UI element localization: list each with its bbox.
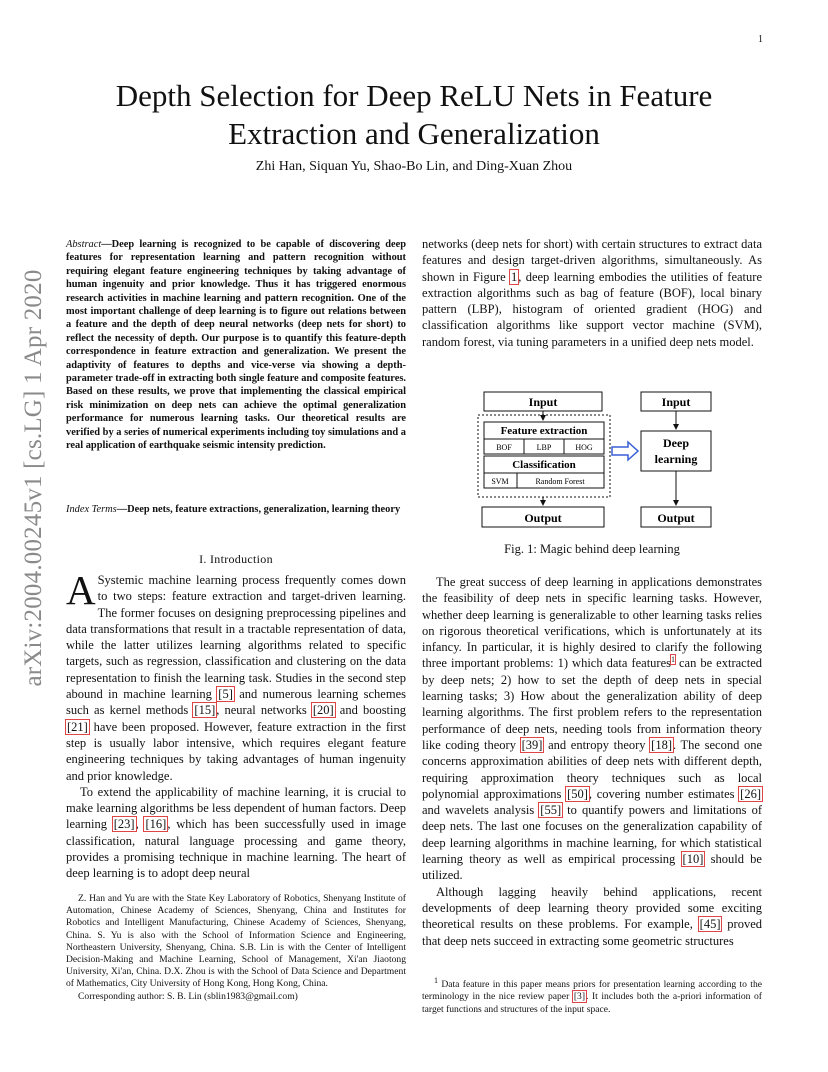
left-output-label: Output (524, 511, 562, 525)
citation-link[interactable]: [15] (194, 703, 216, 718)
figure-1-diagram (476, 388, 716, 533)
equivalence-arrow (612, 442, 638, 460)
intro-paragraph-1 (66, 567, 406, 784)
index-terms-text: —Deep nets, feature extractions, generalization, learning theory (116, 504, 401, 515)
citation-link[interactable]: [23] (113, 817, 135, 832)
hog-label: HOG (575, 443, 593, 452)
feature-extraction-label: Feature extraction (500, 425, 588, 437)
lbp-label: LBP (536, 443, 552, 452)
body-text: and wavelets analysis (422, 803, 540, 818)
intro-text: have been proposed. However, feature extraction in the first step is usually labor intensive, which requires elegant feature engineering techniques by taking advantages of human ingenuity and prior knowledge. (66, 719, 406, 783)
intro-text: and numerous learning schemes such as kernel methods (66, 687, 406, 718)
arxiv-id-text[interactable]: arXiv:2004.00245v1 [cs.LG] 1 Apr 2020 (20, 269, 47, 687)
section-heading: I. Introduction (199, 552, 273, 566)
body-text: to quantify powers and limitations of deep nets. The last one focuses on the generalization capability of deep learning algorithms in machine learning, for which statistical learning theory as well as empirical processing (422, 803, 762, 867)
citation-link[interactable]: [45] (699, 917, 721, 932)
citation-link[interactable]: [39] (521, 737, 543, 752)
deep-label: Deep (663, 436, 689, 450)
body-text: can be extracted by deep nets; 2) how to set the depth of deep nets in special learning tasks; 3) How about the generalization ability of deep learning algorithms. The first problem refers to the representation performance of deep nets, needing tools from information theory like coding theory (422, 656, 762, 752)
classification-label: Classification (512, 459, 576, 471)
feature-footnote (422, 975, 762, 1016)
body-text: should be utilized. (422, 852, 762, 883)
body-text: , deep learning embodies the utilities of feature extraction algorithms such as bag of feature (BOF), local binary pattern (LBP), histogram of oriented gradient (HOG) and classification algorithms like support vector machine (SVM), random forest, via tuning parameters in a unified deep nets model. (422, 269, 762, 349)
index-terms (66, 503, 406, 516)
random-forest-label: Random Forest (535, 477, 585, 486)
right-input-label: Input (661, 395, 691, 409)
abstract-text: —Deep learning is recognized to be capable of discovering deep features for representation learning and pattern recognition without requiring elegant feature engineering techniques by taking advantage of human ingenuity and prior knowledge. Thus it has triggered enormous research activities in machine learning and pattern recognition. One of the most important challenge of deep learning is to figure out relations between a feature and the depth of deep neural networks (deep nets for short) to reflect the necessity of depth. Our purpose is to quantify this feature-depth correspondence in feature extraction and generalization. We present the adaptivity of features to depths and vice-verse via showing a depth-parameter trade-off in extracting both single feature and composite features. Based on these results, we prove that implementing the classical empirical risk minimization on deep nets can achieve the optimal generalization performance for numerous learning tasks. Our theoretical results are verified by a series of numerical experiments including toy simulations and a real application of earthquake seismic intensity prediction. (66, 239, 406, 452)
citation-link[interactable]: [26] (740, 786, 761, 801)
affiliation-footnote (66, 893, 406, 1003)
page-number: 1 (758, 34, 763, 45)
bof-label: BOF (496, 443, 512, 452)
figure-caption: Fig. 1: Magic behind deep learning (504, 542, 680, 556)
right-output-label: Output (657, 511, 695, 525)
intro-paragraph-2 (66, 784, 406, 882)
intro-text: Systemic machine learning process frequently comes down to two steps: feature extraction and target-driven learning. The former focuses on designing preprocessing pipelines and data transformations that result in a tractable representation of data, while the latter utilizes learning algorithms related to specific targets, such as regression, classification and clustering on the data representation to finish the learning task. Studies in the second step abound in machine learning (66, 573, 406, 702)
footnote-text: Data feature in this paper means priors for presentation learning according to the terminology in the nice review paper (422, 979, 762, 1003)
citation-link[interactable]: [5] (218, 687, 233, 702)
right-column-body (422, 574, 762, 949)
corresponding-author: Corresponding author: S. B. Lin (sblin1983@gmail.com) (78, 990, 298, 1002)
figure-1 (476, 388, 716, 533)
right-paragraph-2 (422, 884, 762, 949)
citation-link[interactable]: [50] (567, 786, 588, 801)
intro-text: and boosting (334, 703, 406, 718)
citation-link[interactable]: [21] (67, 719, 88, 734)
right-paragraph-1 (422, 574, 762, 884)
figure-ref-link[interactable]: 1 (510, 269, 518, 284)
introduction-body (66, 567, 406, 882)
body-text: and entropy theory (543, 737, 651, 752)
svm-label: SVM (491, 477, 509, 486)
body-text: proved that deep nets succeed in extracting some geometric structures (422, 917, 762, 948)
drop-cap: A (66, 567, 96, 613)
left-input-label: Input (528, 395, 558, 409)
citation-link[interactable]: [18] (651, 737, 672, 752)
citation-link[interactable]: [55] (540, 803, 562, 818)
abstract (66, 238, 406, 453)
citation-link[interactable]: [20] (312, 703, 334, 718)
citation-link[interactable]: [16] (145, 817, 167, 832)
learning-label: learning (654, 452, 698, 466)
footnote-ref-link[interactable]: 1 (671, 655, 675, 665)
affiliation-text: Z. Han and Yu are with the State Key Laboratory of Robotics, Shenyang Institute of Automation, Chinese Academy of Sciences, Shenyang, China and Institutes for Robotics and Intelligent Manufacturing, Chinese Academy of Sciences, Shenyang, China. S. Yu is also with the School of Information Science and Engineering, Northeastern University, Shenyang, China. S.B. Lin is with the Center of Intelligent Decision-Making and Machine Learning, School of Management, Xi'an Jiaotong University, Xi'an, China. D.X. Zhou is with the School of Data Science and Department of Mathematics, City University of Hong Kong, Hong Kong, China. (66, 893, 406, 990)
intro-text: , (135, 817, 145, 832)
right-column-top (422, 236, 762, 350)
footnote-mark: 1 (434, 976, 438, 985)
citation-link[interactable]: [10] (682, 852, 704, 867)
body-text: The great success of deep learning in applications demonstrates the feasibility of deep nets in specific learning tasks. However, whether deep learning is generalizable to other learning tasks relies on rigorous theoretical verifications, which is unfortunately at its infancy. In particular, it is highly desired to clarify the following three important problems: 1) which data features (422, 575, 762, 671)
footnote-text: . It includes both the a-priori information of target functions and structures of the input space. (422, 991, 762, 1015)
intro-text: , which has been successfully used in image classification, natural language processing and game theory, provides a promising technique in machine learning. The heart of deep learning is to adopt deep neural (66, 817, 406, 881)
body-text: . The second one concerns approximation abilities of deep nets with different depth, requiring approximation theory techniques such as local polynomial approximations (422, 737, 763, 801)
body-text: , covering number estimates (588, 786, 740, 801)
body-text: networks (deep nets for short) with certain structures to extract data features and design target-driven algorithms, simultaneously. As shown in Figure (422, 237, 762, 284)
citation-link[interactable]: [3] (573, 991, 586, 1003)
paper-title: Depth Selection for Deep ReLU Nets in Feature Extraction and Generalization (115, 78, 713, 151)
index-terms-lead: Index Terms (66, 504, 117, 515)
abstract-lead: Abstract (66, 239, 102, 250)
intro-text: To extend the applicability of machine learning, it is crucial to make learning algorithms be less dependent of human factors. Deep learning (66, 784, 406, 832)
author-list: Zhi Han, Siquan Yu, Shao-Bo Lin, and Ding-Xuan Zhou (255, 159, 573, 174)
body-text: Although lagging heavily behind applications, recent developments of deep learning theory provided some exciting theoretical results on these problems. For example, (422, 884, 762, 932)
intro-text: , neural networks (216, 703, 312, 718)
